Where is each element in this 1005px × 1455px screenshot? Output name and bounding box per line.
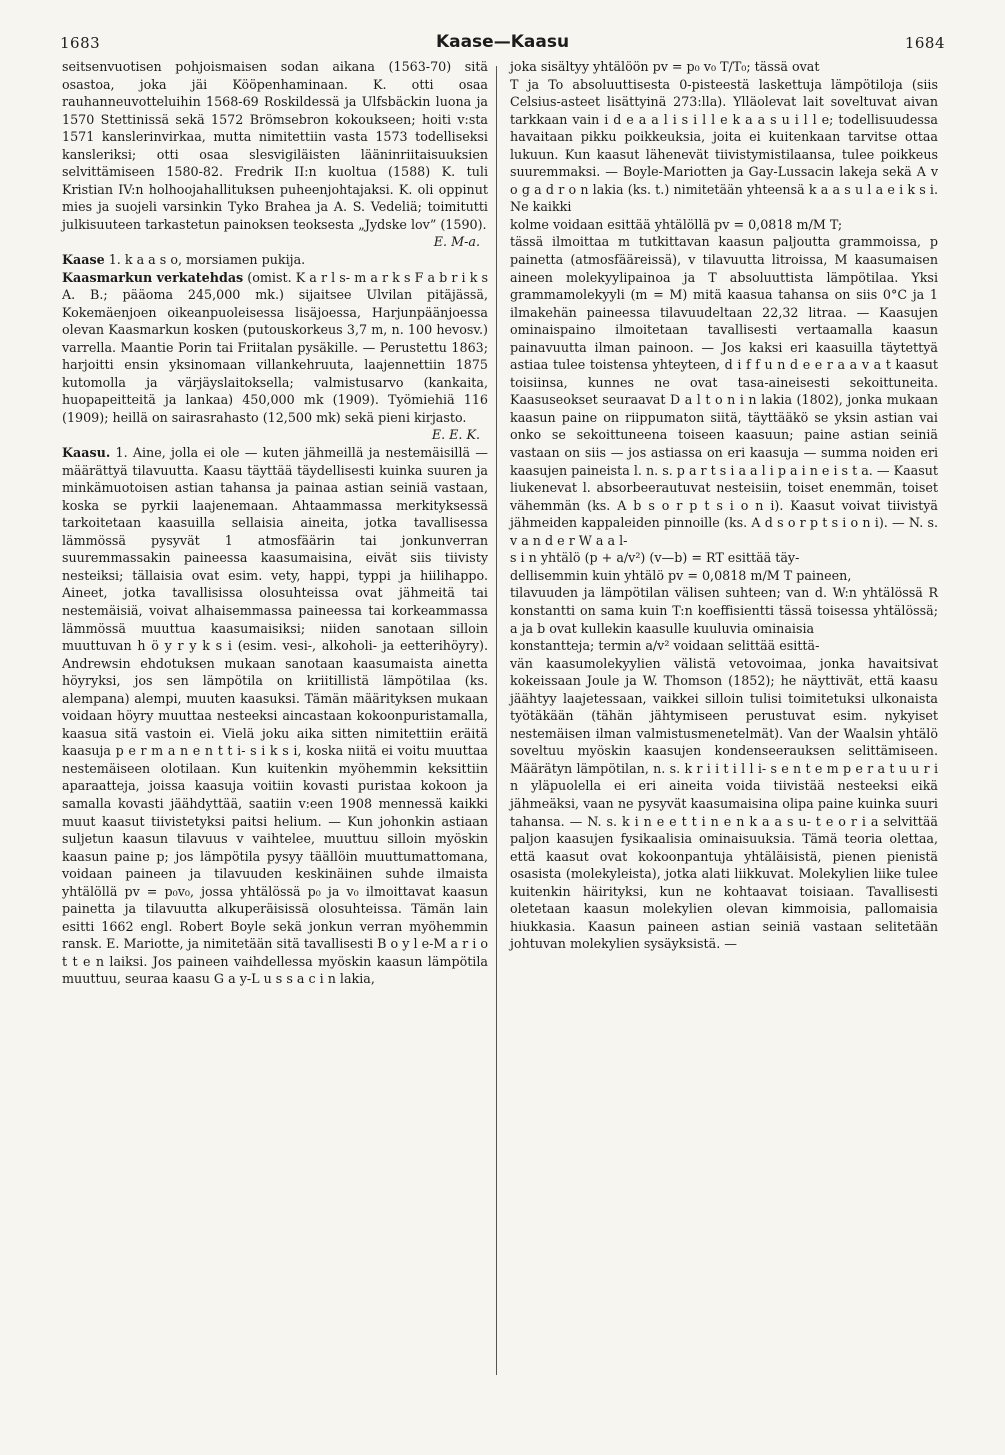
formula-line: joka sisältyy yhtälöön pv = p₀ v₀ T/T₀; tässä ovat — [510, 59, 820, 74]
right-column — [510, 58, 938, 953]
left-column — [62, 58, 488, 988]
formula-line: konstantteja; termin a/v² voidaan selittää esittä- — [510, 638, 820, 654]
formula-line: dellisemmin kuin yhtälö pv = 0,0818 m/M T paineen, — [510, 567, 852, 583]
paragraph: T ja To absoluuttisesta 0-pisteestä laskettuja lämpötiloja (siis Celsius-asteet lisättyinä 273:lla). Ylläolevat lait soveltuvat aivan tarkkaan vain i d e a a l i s i l l e k a a s u i l l e; todellisuudessa havaitaan pikku poikkeuksia, joita ei kuitenkaan tarvitse ottaa lukuun. Kun kaasut lähenevät tiivistymistilaansa, tulee poikkeus suuremmaksi. — Boyle-Mariotten ja Gay-Lussacin lakeja sekä A v o g a d r o n lakia (ks. t.) nimitetään yhteensä k a a s u l a e i k s i. Ne kaikki — [510, 76, 938, 215]
entry-headword: Kaasmarkun verkatehdas — [62, 269, 244, 285]
entry-body: (omist. K a r l s- m a r k s F a b r i k s A. B.; pääoma 245,000 mk.) sijaitsee Ulvilan pitäjässä, Kokemäenjoen oikeanpuoleisessa lisäjoessa, Harjunpäänjoessa olevan Kaasmarkun kosken (putouskorkeus 3,7 m, n. 100 hevosv.) varrella. Maantie Porin tai Friitalan pysäkille. — Perustettu 1863; harjoitti ensin yksinomaan villankehruuta, laajennettiin 1875 kutomolla ja värjäyslaitoksella; valmistusarvo (kankaita, huopapeitteitä ja lankaa) 450,000 mk (1909). Työmiehiä 116 (1909); heillä on sairasrahasto (12,500 mk) sekä pieni kirjasto. — [62, 269, 488, 425]
kaasmarkun-entry — [62, 269, 488, 427]
entry-body: 1. k a a s o, morsiamen pukija. — [104, 252, 306, 268]
kaase-entry — [62, 251, 488, 269]
paragraph: tässä ilmoittaa m tutkittavan kaasun paljoutta grammoissa, p painetta (atmosfääreissä), v tilavuutta litroissa, M kaasumaisen aineen molekyylipainoa ja T absoluuttista lämpötilaa. Yksi grammamolekyyli (m = M) mitä kaasua tahansa on siis 0°C ja 1 ilmakehän paineessa tilavuudeltaan 22,32 litraa. — Kaasujen ominaispaino ilmoitetaan tavallisesti vertaamalla kaasun painavuutta ilman painoon. — Jos kaksi eri kaasuilla täytettyä astiaa tulee toistensa yhteyteen, d i f f u n d e e r a a v a t kaasut toisiinsa, kunnes ne ovat tasa-aineisesti sekoittuneita. Kaasuseokset seuraavat D a l t o n i n lakia (1802), jonka mukaan kaasun paine on riippumaton siitä, täyttääkö se yksin astian vai onko se sekoittuneena toiseen kaasuun; paine astian seiniä vastaan on siis — jos astiassa on eri kaasuja — summa noiden eri kaasujen paineista l. n. s. p a r t s i a a l i p a i n e i s t a. — Kaasut liukenevat l. absorbeerautuvat nesteisiin, toiset enemmän, toiset vähemmän (ks. A b s o r p t s i o n i). Kaasut voivat tiivistyä jähmeiden kappaleiden pinnoille (ks. A d s o r p t s i o n i). — N. s. v a n d e r W a a l- — [510, 234, 938, 548]
column-divider — [496, 66, 497, 1375]
entry-headword: Kaase — [62, 252, 105, 268]
signature: E. M-a. — [433, 234, 480, 250]
kaasu-entry — [62, 444, 488, 988]
formula-line: s i n yhtälö (p + a/v²) (v—b) = RT esittää täy- — [510, 550, 800, 566]
paragraph: tilavuuden ja lämpötilan välisen suhteen; van d. W:n yhtälössä R konstantti on sama kuin T:n koeffisientti tässä toisessa yhtälössä; a ja b ovat kullekin kaasulle kuuluvia ominaisia — [510, 585, 938, 636]
page-title: Kaase—Kaasu — [435, 32, 570, 52]
entry-headword: Kaasu. — [62, 445, 111, 461]
page-number-left: 1683 — [60, 34, 101, 52]
formula-line: kolme voidaan esittää yhtälöllä pv = 0,0818 m/M T; — [510, 216, 843, 232]
paragraph: vän kaasumolekyylien välistä vetovoimaa, jonka havaitsivat kokeissaan Joule ja W. Thomson (1852); he näyttivät, että kaasu jäähtyy laajetessaan, vaikkei silloin tulisi toimitetuksi ulkonaista työtäkään (tähän jähtymiseen perustuvat esim. nykyiset nestemäisen ilman valmistusmenetelmät). Van der Waalsin yhtälö soveltuu myöskin kaasujen kondenseerauksen selittämiseen. Määrätyn lämpötilan, n. s. k r i i t i l l i- s e n t e m p e r a t u u r i n yläpuolella ei eri aineita voida tiivistää nesteeksi eikä jähmeäksi, vaan ne pysyvät kaasumaisina olipa paine kuinka suuri tahansa. — N. s. k i n e e t t i n e n k a a s u- t e o r i a selvittää paljon kaasujen fysikaalisia ominaisuuksia. Tämä teoria olettaa, että kaasut ovat kokoonpantuja yhtäläisistä, pienen pienistä osasista (molekyleista), jotka alati liikkuvat. Molekylien liike tulee kuitenkin häirityksi, kun ne kohtaavat toisiaan. Tavallisesti oletetaan kaasun molekylien olevan kimmoisia, pallomaisia hiukkasia. Kaasun paineen astian seiniä vastaan selitetään johtuvan molekylien sysäyksistä. — — [510, 655, 938, 952]
kaas-article-continuation: seitsenvuotisen pohjoismaisen sodan aikana (1563-70) sitä osastoa, joka jäi Kööpenhaminaan. K. otti osaa rauhanneuvotteluihin 1568-69 Roskildessä ja Ulfsbäckin luona ja 1570 Stettinissä sekä 1572 Brömsebron kokoukseen; hoiti v:sta 1571 kanslerinvirkaa, mutta nimitettiin vasta 1573 todelliseksi kansleriksi; otti osaa slesvigiläisten lääninriitaisuuksien selvittämiseen 1580-82. Fredrik II:n kuoltua (1588) K. tuli Kristian IV:n holhoojahallituksen puheenjohtajaksi. K. oli oppinut mies ja suojeli varsinkin Tyko Brahea ja A. S. Vedeliä; toimitutti julkisuuteen tarkastetun painoksen teoksesta „Jydske lov” (1590). — [62, 59, 488, 232]
page-number-right: 1684 — [904, 34, 945, 52]
entry-body: 1. Aine, jolla ei ole — kuten jähmeillä ja nestemäisillä — määrättyä tilavuutta. Kaasu täyttää täydellisesti kuinka suuren ja minkämuotoisen astian tahansa ja painaa astian seiniä vastaan, koska se pyrkii laajenemaan. Ahtaammassa merkityksessä tarkoitetaan kaasuilla sellaisia aineita, jotka tavallisessa lämmössä pysyvät 1 atmosfäärin tai jonkunverran suuremmassakin paineessa kaasumaisina, eivät siis tiivisty nesteiksi; tällaisia ovat esim. vety, happi, typpi ja hiilihappo. Aineet, jotka tavallisissa olosuhteissa ovat jähmeitä tai nestemäisiä, voivat alhaisemmassa paineessa tai korkeammassa lämmössä muuttua kaasumaisiksi; niiden sanotaan silloin muuttuvan h ö y r y k s i (esim. vesi-, alkoholi- ja eetterihöyry). Andrewsin ehdotuksen mukaan sanotaan kaasumaista ainetta höyryksi, jos sen lämpötila on kriitillistä lämpötilaa (ks. alempana) alempi, muuten kaasuksi. Tämän määrityksen mukaan voidaan höyry muuttaa nesteeksi aincastaan kokoonpuristamalla, kaasua sitä vastoin ei. Vielä joku aika sitten nimitettiin eräitä kaasuja p e r m a n e n t t i- s i k s i, koska niitä ei voitu muuttaa nestemäiseen olotilaan. Kun kuitenkin myöhemmin keksittiin aparaatteja, joissa kaasuja voitiin kovasti puristaa kokoon ja samalla kovasti jäähdyttää, saatiin v:een 1908 mennessä kaikki muut kaasut tiivistetyksi paitsi helium. — Kun johonkin astiaan suljetun kaasun tilavuus v vaihtelee, muuttuu silloin myöskin kaasun paine p; jos lämpötila pysyy täällöin muuttumattomana, voidaan paineen ja tilavuuden keskinäinen suhde ilmaista yhtälöllä pv = p₀v₀, jossa yhtälössä p₀ ja v₀ ilmoittavat kaasun painetta ja tilavuutta alkuperäisissä olosuhteissa. Tämän lain esitti 1662 engl. Robert Boyle sekä jonkun verran myöhemmin ransk. E. Mariotte, ja nimitetään sitä tavallisesti B o y l e-M a r i o t t e n laiksi. Jos paineen vaihdellessa myöskin kaasun lämpötila muuttuu, seuraa kaasu G a y-L u s s a c i n lakia, — [62, 445, 488, 987]
signature: E. E. K. — [431, 427, 480, 443]
